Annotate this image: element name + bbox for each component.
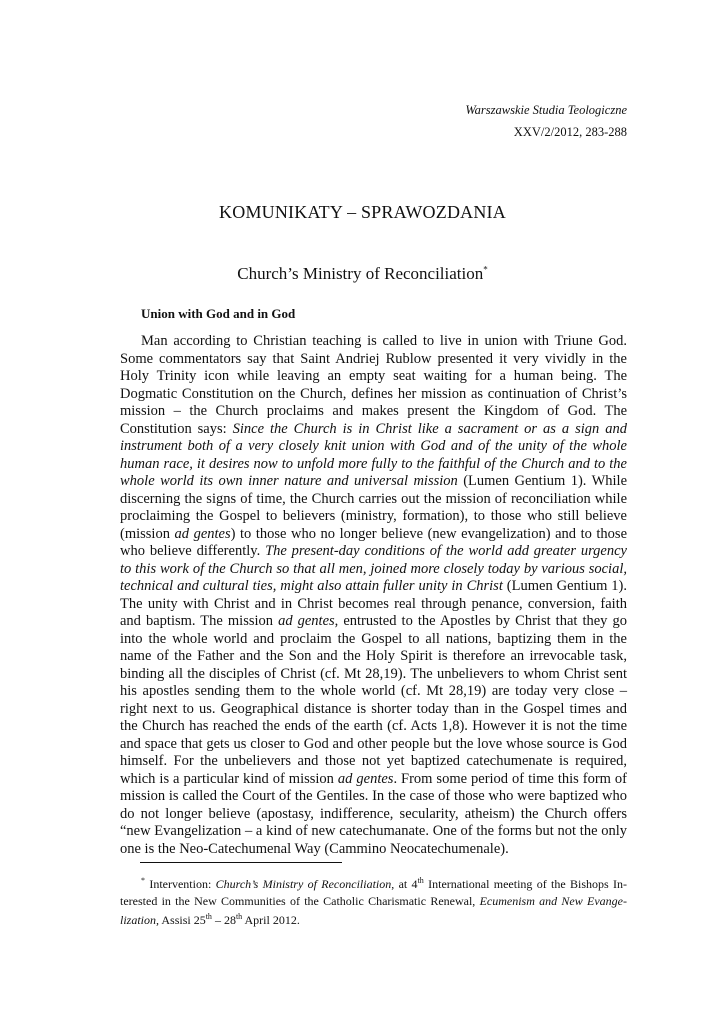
footnote-divider — [140, 862, 342, 863]
ordinal-suffix: th — [235, 912, 243, 921]
journal-name: Warszawskie Studia Teologiczne — [465, 103, 627, 117]
section-subheading: Union with God and in God — [141, 306, 296, 321]
latin-term: ad gentes — [337, 770, 394, 787]
footnote — [120, 873, 627, 929]
italic-title: Ecumenism and New Evangelization, — [120, 893, 627, 927]
text-run: . From some period of time this form of mission is called the Court of the Gentiles. In the case of those who were baptized who do not longer believe (apostasy, indifference, secularity, atheism) the Church offers “new Evangelization – a kind of new catechumanate. One of the forms but not the only one is the Neo-Catechumenal Way (Cammino Neocatechumenale). — [120, 770, 628, 857]
text-run: Intervention: — [145, 877, 216, 891]
quote-lumen-gentium-1: Since the Church is in Christ like a sacrament or as a sign and instrument both of a very closely knit union with God and of the unity of the whole human race, it desires now to unfold more fully to the faithful of the Church and to the whole world its own inner nature and universal mission — [120, 420, 627, 489]
section-title: KOMUNIKATY – SPRAWOZDANIA — [219, 202, 506, 222]
text-run: ) to those who no longer believe (new evangelization) and to those who believe differently. — [120, 525, 628, 559]
latin-term: ad gentes — [278, 613, 335, 629]
journal-issue: XXV/2/2012, 283-288 — [513, 125, 627, 139]
footnote-text — [120, 873, 627, 929]
article-title-text: Church’s Ministry of Reconciliation — [237, 264, 484, 283]
body-paragraph — [120, 333, 627, 858]
text-run: , at 4 — [391, 877, 418, 891]
italic-title: Church’s Ministry of Reconciliation — [215, 877, 392, 891]
footnote-mark: * — [141, 876, 145, 885]
article-body — [120, 333, 627, 858]
text-run: Assisi 25 — [159, 913, 206, 927]
text-run: International meeting of the Bishops Interested in the New Communities of the Catholic Charismatic Renewal, — [120, 877, 628, 908]
quote-lumen-gentium-1b: The present-day conditions of the world add greater urgency to this work of the Church so that all men, joined more closely today by various social, technical and cultural ties, might also attain fuller unity in Christ — [120, 543, 627, 594]
text-run: (Lumen Gentium 1). While discerning the signs of time, the Church carries out the mission of reconciliation while proclaiming the Gospel to believers (ministry, formation), to those who still believe (mission — [120, 473, 628, 542]
text-run: – 28 — [211, 913, 236, 927]
text-run: April 2012. — [242, 913, 300, 927]
text-run: Man according to Christian teaching is called to live in union with Triune God. Some commentators say that Saint Andriej Rublow presented it very vividly in the Holy Trinity icon while leaving an empty seat waiting for a human being. The Dogmatic Constitution on the Church, defines her mission as continuation of Christ’s mission – the Church proclaims and makes present the Kingdom of God. The Constitution says: — [120, 333, 627, 437]
latin-term: ad gentes — [174, 525, 231, 542]
ordinal-suffix: th — [205, 912, 212, 921]
text-run: , entrusted to the Apostles by Christ that they go into the whole world and proclaim the Gospel to all nations, baptizing them in the name of the Father and the Son and the Holy Spirit is therefore an irrevocable task, binding all the disciples of Christ (cf. Mt 28,19). The unbelievers to whom Christ sent his apostles sending them to the whole world (cf. Mt 28,19) are today very close – right next to us. Geographical distance is shorter today than in the Gospel times and the Church has reached the ends of the earth (cf. Acts 1,8). However it is not the time and space that gets us closer to God and other people but the love whose source is God himself. For the unbelievers and those not yet baptized catechumenate is required, which is a particular kind of mission — [120, 613, 627, 787]
journal-header — [465, 99, 627, 143]
ordinal-suffix: th — [417, 876, 424, 885]
title-footnote-mark: * — [483, 264, 488, 275]
article-title — [0, 264, 725, 284]
text-run: (Lumen Gentium 1). The unity with Christ and in Christ becomes real through penance, conversion, faith and baptism. The mission — [120, 578, 627, 629]
